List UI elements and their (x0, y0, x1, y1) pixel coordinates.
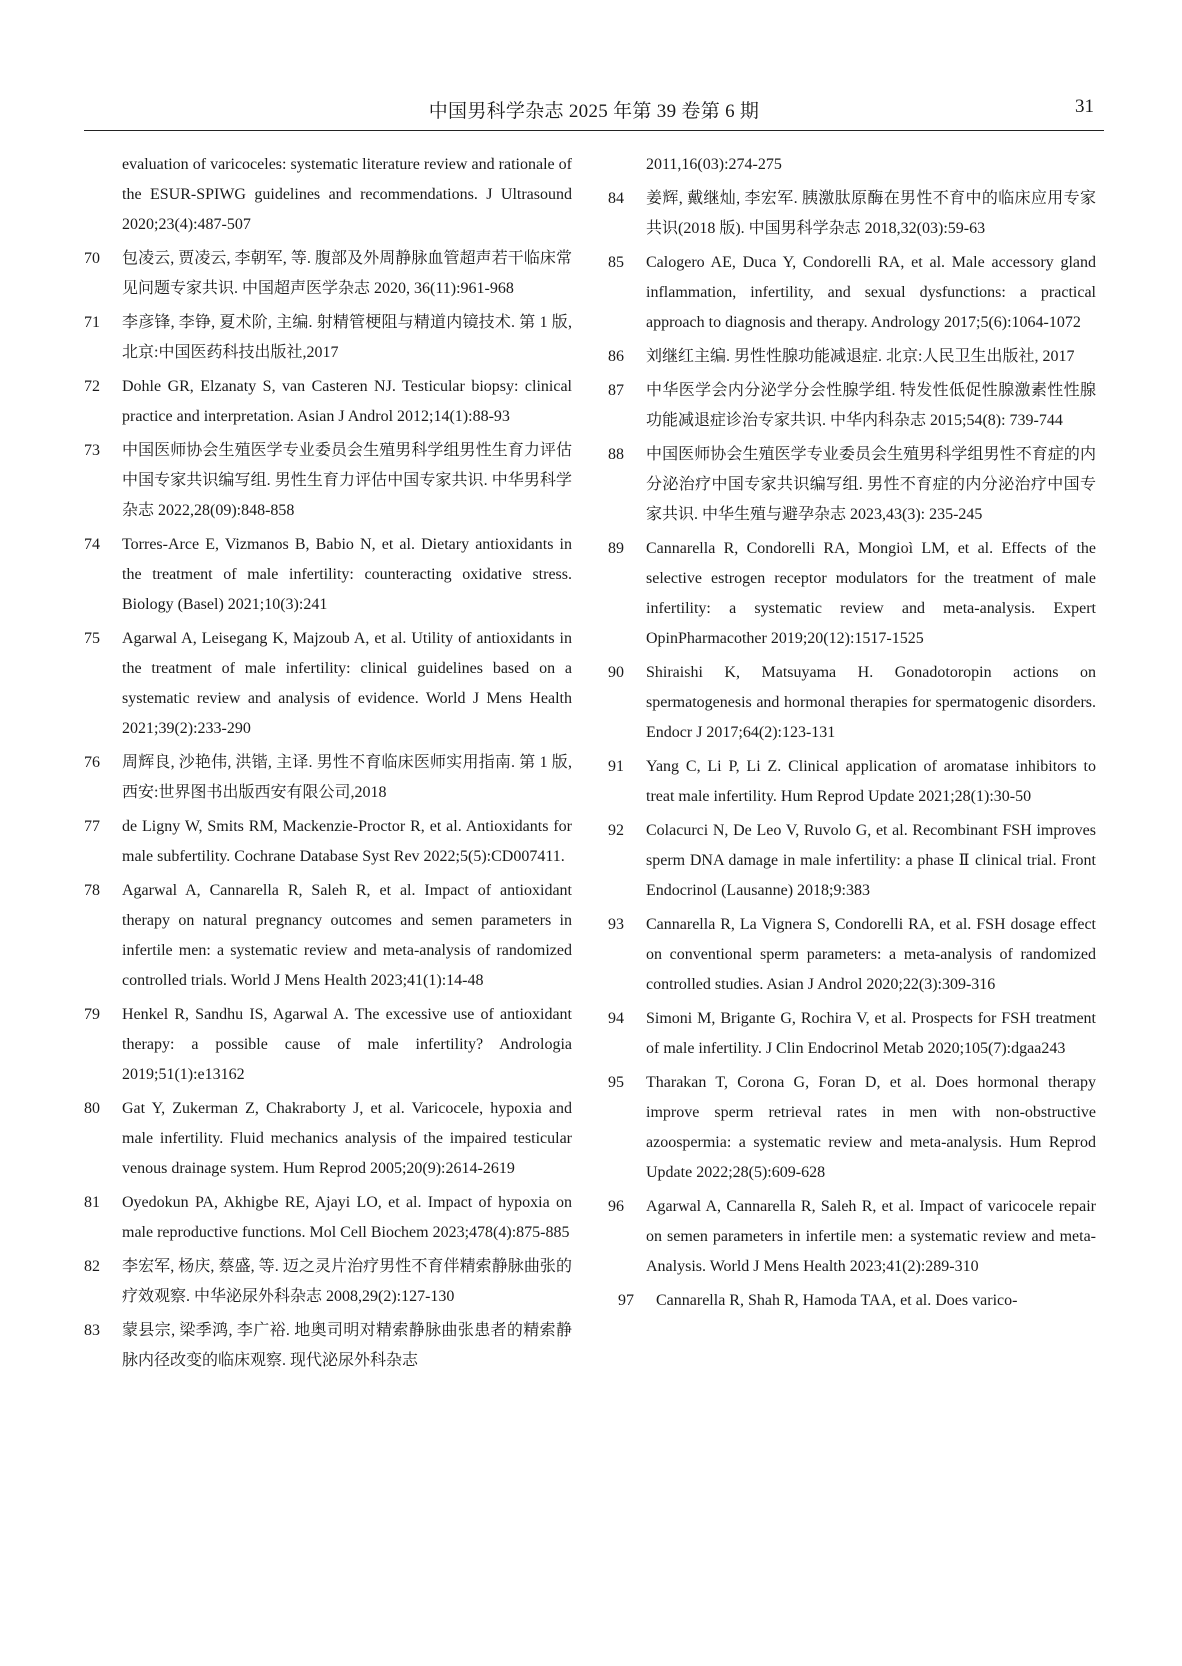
reference-item (84, 876, 572, 996)
reference-item (608, 752, 1096, 812)
reference-item (608, 184, 1096, 244)
reference-number: 81 (84, 1194, 100, 1211)
reference-text: Calogero AE, Duca Y, Condorelli RA, et al. Male accessory gland inflammation, infertility, and sexual dysfunctions: a practical approach to diagnosis and therapy. Andrology 2017;5(6):1064-1072 (646, 254, 1096, 331)
reference-item (84, 308, 572, 368)
reference-number: 86 (608, 348, 624, 365)
reference-item (84, 1316, 572, 1376)
reference-item (608, 1192, 1096, 1282)
reference-text: 中国医师协会生殖医学专业委员会生殖男科学组男性不育症的内分泌治疗中国专家共识编写组. 男性不育症的内分泌治疗中国专家共识. 中华生殖与避孕杂志 2023,43(3): 235-245 (646, 446, 1096, 523)
journal-issue-title: 中国男科学杂志 2025 年第 39 卷第 6 期 (428, 101, 760, 122)
running-header (84, 96, 1104, 131)
reference-text: 李彦锋, 李铮, 夏术阶, 主编. 射精管梗阻与精道内镜技术. 第 1 版,北京:中国医药科技出版社,2017 (122, 314, 572, 361)
reference-number: 83 (84, 1322, 100, 1339)
reference-number: 73 (84, 442, 100, 459)
reference-text: 刘继红主编. 男性性腺功能减退症. 北京:人民卫生出版社, 2017 (646, 348, 1075, 365)
reference-item (608, 534, 1096, 654)
reference-number: 97 (618, 1292, 634, 1309)
reference-text: Gat Y, Zukerman Z, Chakraborty J, et al. Varicocele, hypoxia and male infertility. Fluid mechanics analysis of the impaired testicular venous drainage system. Hum Reprod 2005;20(9):2614-2619 (122, 1100, 572, 1177)
reference-item (84, 1000, 572, 1090)
reference-text: Simoni M, Brigante G, Rochira V, et al. Prospects for FSH treatment of male infertility. J Clin Endocrinol Metab 2020;105(7):dgaa243 (646, 1010, 1096, 1057)
reference-text: Agarwal A, Cannarella R, Saleh R, et al. Impact of varicocele repair on semen parameters in infertile men: a systematic review and meta-Analysis. World J Mens Health 2023;41(2):289-310 (646, 1198, 1096, 1275)
reference-item (608, 1068, 1096, 1188)
reference-text: evaluation of varicoceles: systematic literature review and rationale of the ESUR-SPIWG guidelines and recommendations. J Ultrasound 2020;23(4):487-507 (122, 156, 572, 233)
reference-text: 中国医师协会生殖医学专业委员会生殖男科学组男性生育力评估中国专家共识编写组. 男性生育力评估中国专家共识. 中华男科学杂志 2022,28(09):848-858 (122, 442, 572, 519)
reference-text: de Ligny W, Smits RM, Mackenzie-Proctor R, et al. Antioxidants for male subfertility. Cochrane Database Syst Rev 2022;5(5):CD007411. (122, 818, 572, 865)
reference-text: 2011,16(03):274-275 (646, 156, 782, 173)
reference-text: Tharakan T, Corona G, Foran D, et al. Does hormonal therapy improve sperm retrieval rates in men with non-obstructive azoospermia: a systematic review and meta-analysis. Hum Reprod Update 2022;28(5):609-628 (646, 1074, 1096, 1181)
reference-number: 79 (84, 1006, 100, 1023)
reference-item (84, 624, 572, 744)
reference-item (608, 376, 1096, 436)
reference-text: Oyedokun PA, Akhigbe RE, Ajayi LO, et al. Impact of hypoxia on male reproductive functions. Mol Cell Biochem 2023;478(4):875-885 (122, 1194, 572, 1241)
reference-number: 88 (608, 446, 624, 463)
reference-number: 93 (608, 916, 624, 933)
reference-number: 96 (608, 1198, 624, 1215)
reference-text: Cannarella R, La Vignera S, Condorelli RA, et al. FSH dosage effect on conventional sperm parameters: a meta-analysis of randomized controlled studies. Asian J Androl 2020;22(3):309-316 (646, 916, 1096, 993)
reference-item (608, 658, 1096, 748)
reference-number: 90 (608, 664, 624, 681)
reference-text: Henkel R, Sandhu IS, Agarwal A. The excessive use of antioxidant therapy: a possible cause of male infertility? Andrologia 2019;51(1):e13162 (122, 1006, 572, 1083)
reference-number: 84 (608, 190, 624, 207)
page-number: 31 (1075, 96, 1094, 117)
reference-text: Agarwal A, Leisegang K, Majzoub A, et al. Utility of antioxidants in the treatment of male infertility: clinical guidelines based on a systematic review and analysis of evidence. World J Mens Health 2021;39(2):233-290 (122, 630, 572, 737)
reference-text: 周辉良, 沙艳伟, 洪锴, 主译. 男性不育临床医师实用指南. 第 1 版,西安:世界图书出版西安有限公司,2018 (122, 754, 572, 801)
reference-item (608, 816, 1096, 906)
reference-number: 80 (84, 1100, 100, 1117)
reference-number: 92 (608, 822, 624, 839)
reference-column-right (608, 150, 1096, 1316)
reference-item (84, 436, 572, 526)
reference-item (608, 440, 1096, 530)
reference-text: 姜辉, 戴继灿, 李宏军. 胰激肽原酶在男性不育中的临床应用专家共识(2018 版). 中国男科学杂志 2018,32(03):59-63 (646, 190, 1096, 237)
reference-text: 包凌云, 贾凌云, 李朝军, 等. 腹部及外周静脉血管超声若干临床常见问题专家共识. 中国超声医学杂志 2020, 36(11):961-968 (122, 250, 572, 297)
reference-column-left (84, 150, 572, 1376)
reference-number: 71 (84, 314, 100, 331)
reference-text: Dohle GR, Elzanaty S, van Casteren NJ. Testicular biopsy: clinical practice and interpretation. Asian J Androl 2012;14(1):88-93 (122, 378, 572, 425)
reference-text: Cannarella R, Condorelli RA, Mongioì LM, et al. Effects of the selective estrogen receptor modulators for the treatment of male infertility: a systematic review and meta-analysis. Expert OpinPharmacother 2019;20(12):1517-1525 (646, 540, 1096, 647)
reference-item (84, 244, 572, 304)
reference-number: 75 (84, 630, 100, 647)
reference-number: 77 (84, 818, 100, 835)
reference-number: 78 (84, 882, 100, 899)
reference-item (84, 812, 572, 872)
reference-item (84, 150, 572, 240)
reference-item (84, 748, 572, 808)
reference-text: Agarwal A, Cannarella R, Saleh R, et al. Impact of antioxidant therapy on natural pregnancy outcomes and semen parameters in infertile men: a systematic review and meta-analysis of randomized controlled trials. World J Mens Health 2023;41(1):14-48 (122, 882, 572, 989)
reference-text: 李宏军, 杨庆, 蔡盛, 等. 迈之灵片治疗男性不育伴精索静脉曲张的疗效观察. 中华泌尿外科杂志 2008,29(2):127-130 (122, 1258, 572, 1305)
reference-text: 中华医学会内分泌学分会性腺学组. 特发性低促性腺激素性性腺功能减退症诊治专家共识. 中华内科杂志 2015;54(8): 739-744 (646, 382, 1096, 429)
reference-number: 94 (608, 1010, 624, 1027)
reference-number: 87 (608, 382, 624, 399)
reference-item (608, 1004, 1096, 1064)
reference-text: Shiraishi K, Matsuyama H. Gonadotoropin actions on spermatogenesis and hormonal therapies for spermatogenic disorders. Endocr J 2017;64(2):123-131 (646, 664, 1096, 741)
reference-number: 74 (84, 536, 100, 553)
reference-item (84, 1094, 572, 1184)
reference-number: 95 (608, 1074, 624, 1091)
reference-text: Torres-Arce E, Vizmanos B, Babio N, et al. Dietary antioxidants in the treatment of male infertility: counteracting oxidative stress. Biology (Basel) 2021;10(3):241 (122, 536, 572, 613)
reference-number: 89 (608, 540, 624, 557)
reference-number: 91 (608, 758, 624, 775)
reference-text: Cannarella R, Shah R, Hamoda TAA, et al. Does varico- (656, 1292, 1018, 1309)
reference-text: Colacurci N, De Leo V, Ruvolo G, et al. Recombinant FSH improves sperm DNA damage in male infertility: a phase Ⅱ clinical trial. Front Endocrinol (Lausanne) 2018;9:383 (646, 822, 1096, 899)
reference-number: 82 (84, 1258, 100, 1275)
reference-item (608, 150, 1096, 180)
reference-text: Yang C, Li P, Li Z. Clinical application of aromatase inhibitors to treat male infertility. Hum Reprod Update 2021;28(1):30-50 (646, 758, 1096, 805)
reference-number: 76 (84, 754, 100, 771)
reference-item (608, 910, 1096, 1000)
reference-number: 70 (84, 250, 100, 267)
reference-item (608, 1286, 1096, 1316)
reference-number: 85 (608, 254, 624, 271)
reference-item (608, 248, 1096, 338)
reference-item (608, 342, 1096, 372)
reference-text: 蒙县宗, 梁季鸿, 李广裕. 地奥司明对精索静脉曲张患者的精索静脉内径改变的临床观察. 现代泌尿外科杂志 (122, 1322, 572, 1369)
reference-number: 72 (84, 378, 100, 395)
reference-item (84, 372, 572, 432)
reference-item (84, 1188, 572, 1248)
reference-item (84, 530, 572, 620)
reference-item (84, 1252, 572, 1312)
